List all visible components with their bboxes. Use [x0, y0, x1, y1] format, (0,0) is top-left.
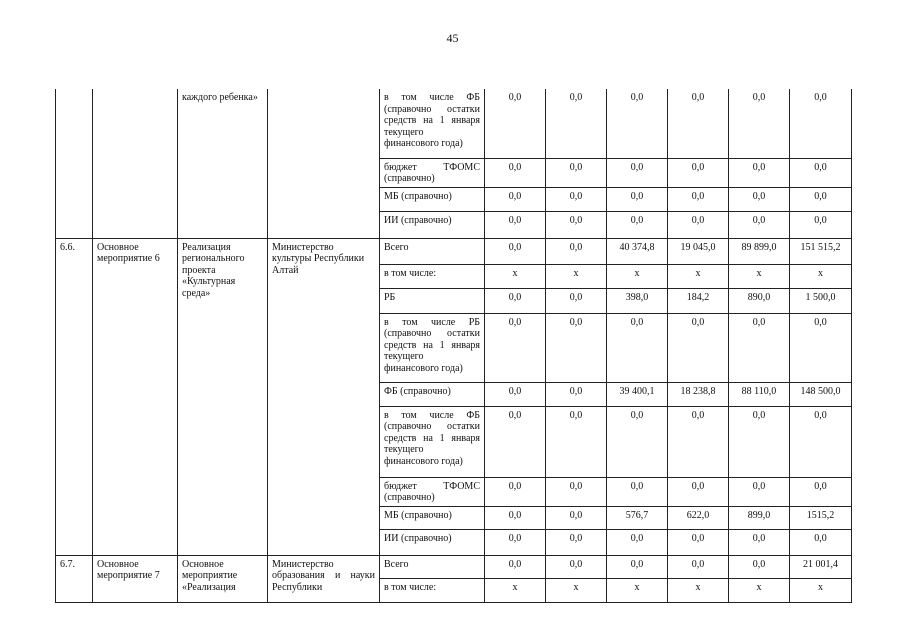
value-cell: 0,0	[546, 89, 607, 158]
value-cell: 890,0	[729, 288, 790, 313]
value-cell: 0,0	[668, 529, 729, 555]
page-number: 45	[446, 31, 459, 45]
value-cell: 0,0	[607, 187, 668, 211]
value-cell: 0,0	[607, 406, 668, 477]
value-cell: 0,0	[485, 506, 546, 529]
value-cell: 0,0	[607, 211, 668, 238]
value-cell: 0,0	[790, 158, 852, 187]
value-cell: 0,0	[546, 288, 607, 313]
funding-source-cell: РБ	[380, 288, 485, 313]
value-cell: 0,0	[546, 187, 607, 211]
value-cell: 0,0	[668, 477, 729, 506]
value-cell: 89 899,0	[729, 238, 790, 264]
program-name-cell: каждого ребенка»	[178, 89, 268, 238]
value-cell: x	[485, 264, 546, 288]
value-cell: 0,0	[546, 382, 607, 406]
value-cell: 0,0	[546, 313, 607, 382]
value-cell: 0,0	[546, 506, 607, 529]
value-cell: 1 500,0	[790, 288, 852, 313]
value-cell: 151 515,2	[790, 238, 852, 264]
value-cell: 0,0	[485, 89, 546, 158]
funding-source-cell: МБ (справочно)	[380, 187, 485, 211]
value-cell: 398,0	[607, 288, 668, 313]
number-cell	[56, 89, 93, 238]
value-cell: 0,0	[668, 313, 729, 382]
value-cell: 0,0	[790, 529, 852, 555]
value-cell: 0,0	[729, 313, 790, 382]
funding-source-cell: в том числе РБ (справочно остатки средств на 1 января текущего финансового года)	[380, 313, 485, 382]
value-cell: 19 045,0	[668, 238, 729, 264]
value-cell: 0,0	[729, 89, 790, 158]
value-cell: 0,0	[546, 555, 607, 578]
executor-cell	[268, 89, 380, 238]
value-cell: 0,0	[607, 477, 668, 506]
value-cell: 0,0	[485, 288, 546, 313]
value-cell: 0,0	[668, 211, 729, 238]
table-row	[56, 555, 852, 578]
status-cell: Основное мероприятие 7	[93, 555, 178, 602]
value-cell: x	[485, 578, 546, 602]
value-cell: x	[729, 264, 790, 288]
value-cell: 148 500,0	[790, 382, 852, 406]
executor-cell: Министерство культуры Республики Алтай	[268, 238, 380, 555]
value-cell: 0,0	[546, 238, 607, 264]
funding-source-cell: МБ (справочно)	[380, 506, 485, 529]
value-cell: 0,0	[790, 89, 852, 158]
value-cell: 0,0	[485, 382, 546, 406]
value-cell: 0,0	[668, 89, 729, 158]
value-cell: 0,0	[485, 211, 546, 238]
funding-source-cell: бюджет ТФОМС (справочно)	[380, 477, 485, 506]
value-cell: x	[790, 264, 852, 288]
funding-source-cell: в том числе:	[380, 264, 485, 288]
value-cell: 0,0	[485, 238, 546, 264]
table-row	[56, 238, 852, 264]
funding-source-cell: в том числе:	[380, 578, 485, 602]
value-cell: 0,0	[729, 477, 790, 506]
value-cell: x	[546, 578, 607, 602]
value-cell: 0,0	[485, 313, 546, 382]
number-cell: 6.7.	[56, 555, 93, 602]
value-cell: x	[607, 264, 668, 288]
program-name-cell: Основное мероприятие «Реализация	[178, 555, 268, 602]
value-cell: 0,0	[607, 529, 668, 555]
status-cell	[93, 89, 178, 238]
value-cell: 0,0	[546, 406, 607, 477]
value-cell: 18 238,8	[668, 382, 729, 406]
status-cell: Основное мероприятие 6	[93, 238, 178, 555]
funding-source-cell: в том числе ФБ (справочно остатки средств на 1 января текущего финансового года)	[380, 89, 485, 158]
value-cell: x	[668, 264, 729, 288]
value-cell: 1515,2	[790, 506, 852, 529]
funding-source-cell: Всего	[380, 238, 485, 264]
value-cell: 0,0	[668, 406, 729, 477]
value-cell: 0,0	[607, 313, 668, 382]
value-cell: 0,0	[485, 555, 546, 578]
value-cell: 21 001,4	[790, 555, 852, 578]
value-cell: 0,0	[729, 211, 790, 238]
funding-source-cell: бюджет ТФОМС (справочно)	[380, 158, 485, 187]
value-cell: 0,0	[546, 529, 607, 555]
value-cell: x	[668, 578, 729, 602]
value-cell: x	[790, 578, 852, 602]
value-cell: 0,0	[790, 211, 852, 238]
value-cell: x	[729, 578, 790, 602]
value-cell: 0,0	[485, 187, 546, 211]
value-cell: 0,0	[546, 211, 607, 238]
value-cell: x	[607, 578, 668, 602]
value-cell: 0,0	[485, 406, 546, 477]
value-cell: x	[546, 264, 607, 288]
value-cell: 0,0	[546, 158, 607, 187]
funding-source-cell: ИИ (справочно)	[380, 529, 485, 555]
funding-source-cell: в том числе ФБ (справочно остатки средств на 1 января текущего финансового года)	[380, 406, 485, 477]
value-cell: 0,0	[668, 187, 729, 211]
executor-cell: Министерство образования и науки Республики	[268, 555, 380, 602]
value-cell: 0,0	[729, 529, 790, 555]
value-cell: 0,0	[485, 477, 546, 506]
value-cell: 39 400,1	[607, 382, 668, 406]
value-cell: 576,7	[607, 506, 668, 529]
table-row	[56, 89, 852, 158]
value-cell: 622,0	[668, 506, 729, 529]
program-name-cell: Реализация регионального проекта «Культурная среда»	[178, 238, 268, 555]
funding-source-cell: Всего	[380, 555, 485, 578]
budget-table	[55, 89, 852, 603]
funding-source-cell: ФБ (справочно)	[380, 382, 485, 406]
value-cell: 0,0	[485, 158, 546, 187]
value-cell: 0,0	[607, 158, 668, 187]
value-cell: 0,0	[729, 555, 790, 578]
number-cell: 6.6.	[56, 238, 93, 555]
value-cell: 0,0	[729, 158, 790, 187]
value-cell: 899,0	[729, 506, 790, 529]
value-cell: 184,2	[668, 288, 729, 313]
value-cell: 0,0	[485, 529, 546, 555]
value-cell: 0,0	[790, 406, 852, 477]
value-cell: 0,0	[668, 158, 729, 187]
value-cell: 0,0	[607, 555, 668, 578]
value-cell: 0,0	[546, 477, 607, 506]
funding-source-cell: ИИ (справочно)	[380, 211, 485, 238]
value-cell: 0,0	[729, 187, 790, 211]
value-cell: 0,0	[729, 406, 790, 477]
value-cell: 88 110,0	[729, 382, 790, 406]
value-cell: 0,0	[790, 477, 852, 506]
value-cell: 0,0	[668, 555, 729, 578]
value-cell: 40 374,8	[607, 238, 668, 264]
value-cell: 0,0	[790, 313, 852, 382]
value-cell: 0,0	[607, 89, 668, 158]
value-cell: 0,0	[790, 187, 852, 211]
